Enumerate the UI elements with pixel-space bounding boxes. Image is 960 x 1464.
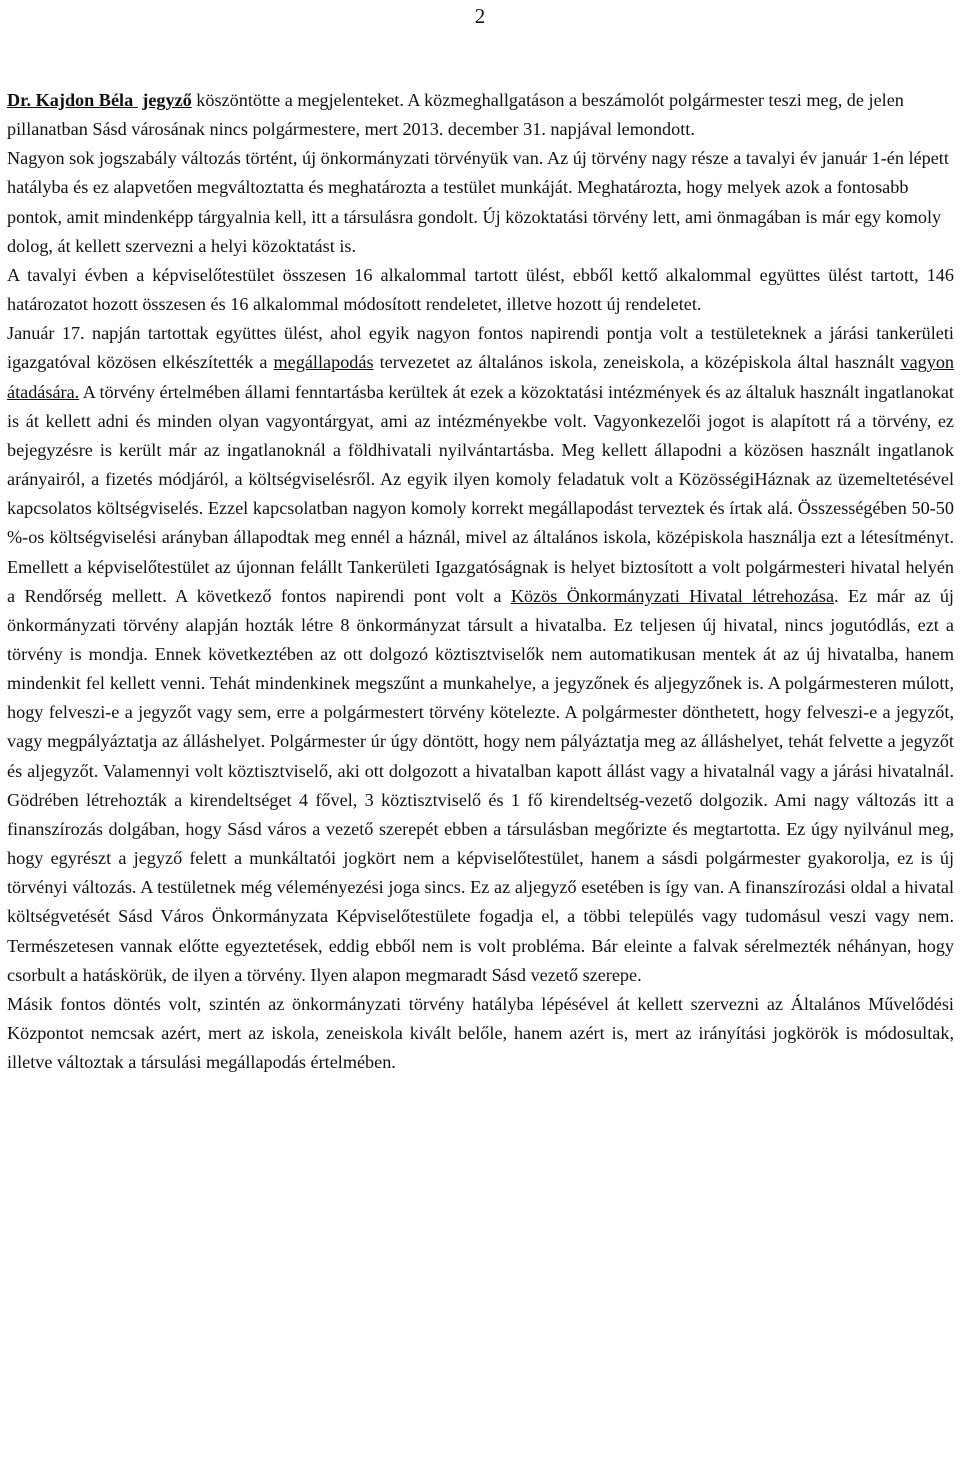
agreement-link[interactable]: megállapodás	[273, 352, 374, 373]
paragraph-legal-changes: Nagyon sok jogszabály változás történt, új önkormányzati törvényük van. Az új törvény nagy része a tavalyi év január 1-én lépett hatályba és ez alapvetően megváltoztatta és meghatározta a testület munkáját. Meghatározta, hogy melyek azok a fontosabb pontok, amit mindenképp tárgyalnia kell, itt a társulásra gondolt. Új közoktatási törvény lett, ami önmagában is már egy komoly dolog, át kellett szervezni a helyi közoktatást is.	[7, 148, 949, 256]
asset-transfer-link[interactable]: vagyon átadására.	[7, 352, 955, 402]
joint-session-text-3: A törvény értelmében állami fenntartásba kerültek át ezek a közoktatási intézmények és az általuk használt ingatlanokat is át kellett adni és minden olyan vagyontárgyat, ami az intézményekbe volt. Vagyonkezelői jogot is alapított rá a törvény, ez bejegyzésre is került már az ingatlanoknál a földhivatali nyilvántartásba. Meg kellett állapodni a közösen használt ingatlanok arányairól, a fizetés módjáról, a költségviselésről. Az egyik ilyen komoly feladatuk volt a KözösségiHáznak az üzemeltetésével kapcsolatos költségviselés. Ezzel kapcsolatban nagyon komoly korrekt megállapodást terveztek és írtak alá. Összességében 50-50 %-os költségviselési arányban állapodtak meg ennél a háznál, mivel az általános iskola, középiskola használja ezt a létesítményt. Emellett a képviselőtestület az újonnan felállt Tankerületi Igazgatóságnak is helyet biztosított a volt polgármesteri hivatal helyén a Rendőrség mellett. A következő fontos napirendi pont volt a	[7, 381, 954, 606]
paragraph-joint-session	[7, 319, 954, 990]
paragraph-cultural-center: Másik fontos döntés volt, szintén az önkormányzati törvény hatályba lépésével át kellett szervezni az Általános Művelődési Központot nemcsak azért, mert az iskola, zeneiskola kivált belőle, hanem azért is, mert az irányítási jogkörök is módosultak, illetve változtak a társulási megállapodás értelmében.	[7, 993, 954, 1073]
document-body	[7, 86, 954, 1077]
speaker-title: Dr.	[7, 90, 32, 110]
paragraph-sessions: A tavalyi évben a képviselőtestület összesen 16 alkalommal tartott ülést, ebből kettő alkalommal együttes ülést tartott, 146 határozatot hozott összesen és 16 alkalommal módosított rendeletet, illetve hozott új rendeletet.	[7, 264, 954, 315]
speaker-name: Kajdon Béla	[35, 90, 134, 110]
paragraph-opening	[7, 86, 954, 144]
joint-session-text-1: Január 17. napján tartottak együttes ülést, ahol egyik nagyon fontos napirendi pontja volt a testületeknek a járási tankerületi igazgatóval közösen elkészítették a	[7, 323, 954, 373]
paragraph-opening-text: köszöntötte a megjelenteket. A közmeghallgatáson a beszámolót polgármester teszi meg, de jelen pillanatban Sásd városának nincs polgármestere, mert 2013. december 31. napjával lemondott.	[7, 90, 904, 140]
speaker-role: jegyző	[142, 90, 192, 110]
joint-session-text-4: . Ez már az új önkormányzati törvény alapján hozták létre 8 önkormányzat társult a hivatalba. Ez teljesen új hivatal, nincs jogutódlás, ezt a törvény is mondja. Ennek következtében az ott dolgozó köztisztviselők nem automatikusan mentek át az új hivatalba, hanem mindenkit fel kellett venni. Tehát mindenkinek megszűnt a munkahelye, a jegyzőnek és aljegyzőnek is. A polgármesteren múlott, hogy felveszi-e a jegyzőt vagy sem, erre a polgármestert törvény kötelezte. A polgármester dönthetett, hogy felveszi-e a jegyzőt, vagy megpályáztatja az álláshelyet. Polgármester úr úgy döntött, hogy nem pályáztatja meg az álláshelyet, tehát felvette a jegyzőt és aljegyzőt. Valamennyi volt köztisztviselő, aki ott dolgozott a hivatalban kapott állást vagy a hivatalnál vagy a járási hivatalnál. Gödrében létrehozták a kirendeltséget 4 fővel, 3 köztisztviselő és 1 fő kirendeltség-vezető dolgozik. Ami nagy változás itt a finanszírozás dolgában, hogy Sásd város a vezető szerepét ebben a társulásban megőrizte és megtartotta. Ez úgy nyilvánul meg, hogy egyrészt a jegyző felett a munkáltatói jogkört nem a képviselőtestület, hanem a sásdi polgármester gyakorolja, ez is új törvényi változás. A testületnek még véleményezési joga sincs. Ez az aljegyző esetében is így van. A finanszírozási oldal a hivatal költségvetését Sásd Város Önkormányzata Képviselőtestülete fogadja el, a többi település vagy tudomásul veszi vagy nem. Természetesen vannak előtte egyeztetések, eddig ebből nem is volt probléma. Bár eleinte a falvak sérelmezték néhányan, hogy csorbult a hatáskörük, de ilyen a törvény. Ilyen alapon megmaradt Sásd vezető szerepe.	[7, 585, 954, 985]
joint-session-text-2: tervezetet az általános iskola, zeneiskola, a középiskola által használt	[373, 352, 901, 373]
page-number: 2	[474, 4, 486, 28]
joint-office-link[interactable]: Közös Önkormányzati Hivatal létrehozása	[510, 585, 835, 606]
